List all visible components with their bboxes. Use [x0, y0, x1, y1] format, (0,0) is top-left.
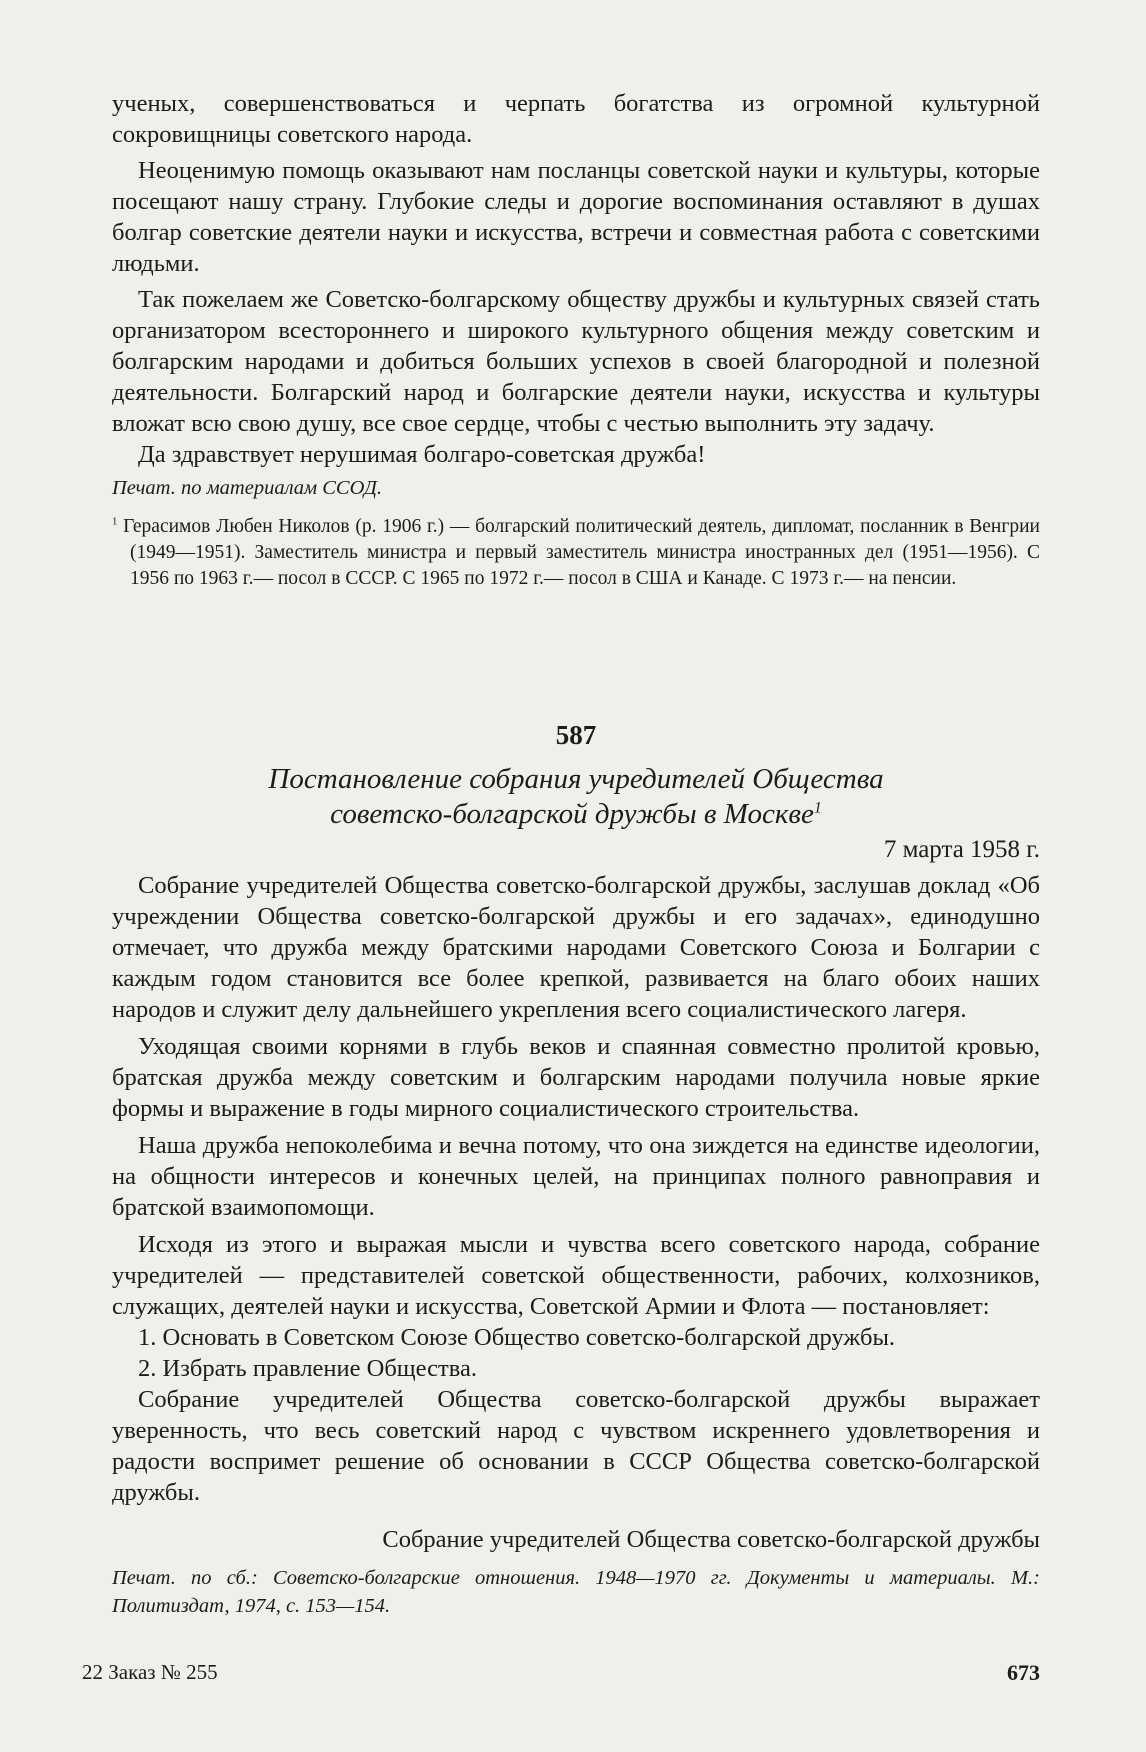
footnote-marker: 1 — [112, 515, 118, 528]
bottom-source-note: Печат. по сб.: Советско-болгарские отношения. 1948—1970 гг. Документы и материалы. М.: Политиздат, 1974, с. 153—154. — [112, 1567, 1040, 1617]
document-title-line1: Постановление собрания учредителей Общества — [268, 763, 884, 795]
document-heading — [112, 718, 1040, 866]
main-text-block — [112, 870, 1040, 1620]
title-footnote-marker: 1 — [813, 799, 822, 817]
paragraph: Так пожелаем же Советско-болгарскому обществу дружбы и культурных связей стать организатором всестороннего и широкого культурного общения между советским и болгарским народами и добиться больших успехов в своей благородной и полезной деятельности. Болгарский народ и болгарские деятели науки, искусства и культуры вложат всю свою душу, все свое сердце, чтобы с честью выполнить эту задачу. — [112, 286, 1040, 437]
resolution-item-2: 2. Избрать правление Общества. — [138, 1355, 477, 1382]
paragraph: Неоценимую помощь оказывают нам посланцы советской науки и культуры, которые посещают нашу страну. Глубокие следы и дорогие воспоминания оставляют в душах болгар советские деятели науки и искусства, встречи и совместная работа с советскими людьми. — [112, 157, 1040, 277]
document-title-line2: советско-болгарской дружбы в Москве$^1$ — [330, 798, 822, 830]
top-text-block — [112, 88, 1040, 592]
document-date: 7 марта 1958 г. — [883, 836, 1040, 863]
page-footer — [82, 1660, 1040, 1694]
page-number: 673 — [1007, 1660, 1040, 1685]
footnote-text: Герасимов Любен Николов (р. 1906 г.) — болгарский политический деятель, дипломат, посланник в Венгрии (1949—1951). Заместитель министра и первый заместитель министра иностранных дел (1951—1956). С 1956 по 1963 г.— посол в СССР. С 1965 по 1972 г.— посол в США и Канаде. С 1973 г.— на пенсии. — [123, 516, 1040, 589]
footnote — [112, 514, 1040, 592]
printing-order-mark: 22 Заказ № 255 — [82, 1660, 218, 1684]
signature: Собрание учредителей Общества советско-болгарской дружбы — [382, 1526, 1040, 1553]
paragraph: Исходя из этого и выражая мысли и чувства всего советского народа, собрание учредителей — представителей советской общественности, рабочих, колхозников, служащих, деятелей науки и искусства, Советской Армии и Флота — постановляет: — [112, 1231, 1040, 1320]
paragraph: Наша дружба непоколебима и вечна потому, что она зиждется на единстве идеологии, на общности интересов и конечных целей, на принципах полного равноправия и братской взаимопомощи. — [112, 1132, 1040, 1221]
paragraph-continuation: ученых, совершенствоваться и черпать богатства из огромной культурной сокровищницы советского народа. — [112, 90, 1040, 148]
closing-exclamation: Да здравствует нерушимая болгаро-советская дружба! — [138, 441, 706, 468]
source-note: Печат. по материалам ССОД. — [112, 477, 383, 499]
resolution-item-1: 1. Основать в Советском Союзе Общество советско-болгарской дружбы. — [138, 1324, 896, 1351]
paragraph: Уходящая своими корнями в глубь веков и спаянная совместно пролитой кровью, братская дружба между советским и болгарским народами получила новые яркие формы и выражение в годы мирного социалистического строительства. — [112, 1033, 1040, 1122]
paragraph: Собрание учредителей Общества советско-болгарской дружбы выражает уверенность, что весь советский народ с чувством искреннего удовлетворения и радости воспримет решение об основании в СССР Общества советско-болгарской дружбы. — [112, 1386, 1040, 1506]
paragraph: Собрание учредителей Общества советско-болгарской дружбы, заслушав доклад «Об учреждении Общества советско-болгарской дружбы и его задачах», единодушно отмечает, что дружба между братскими народами Советского Союза и Болгарии с каждым годом становится все более крепкой, развивается на благо обоих наших народов и служит делу дальнейшего укрепления всего социалистического лагеря. — [112, 872, 1040, 1023]
document-number: 587 — [555, 720, 597, 750]
